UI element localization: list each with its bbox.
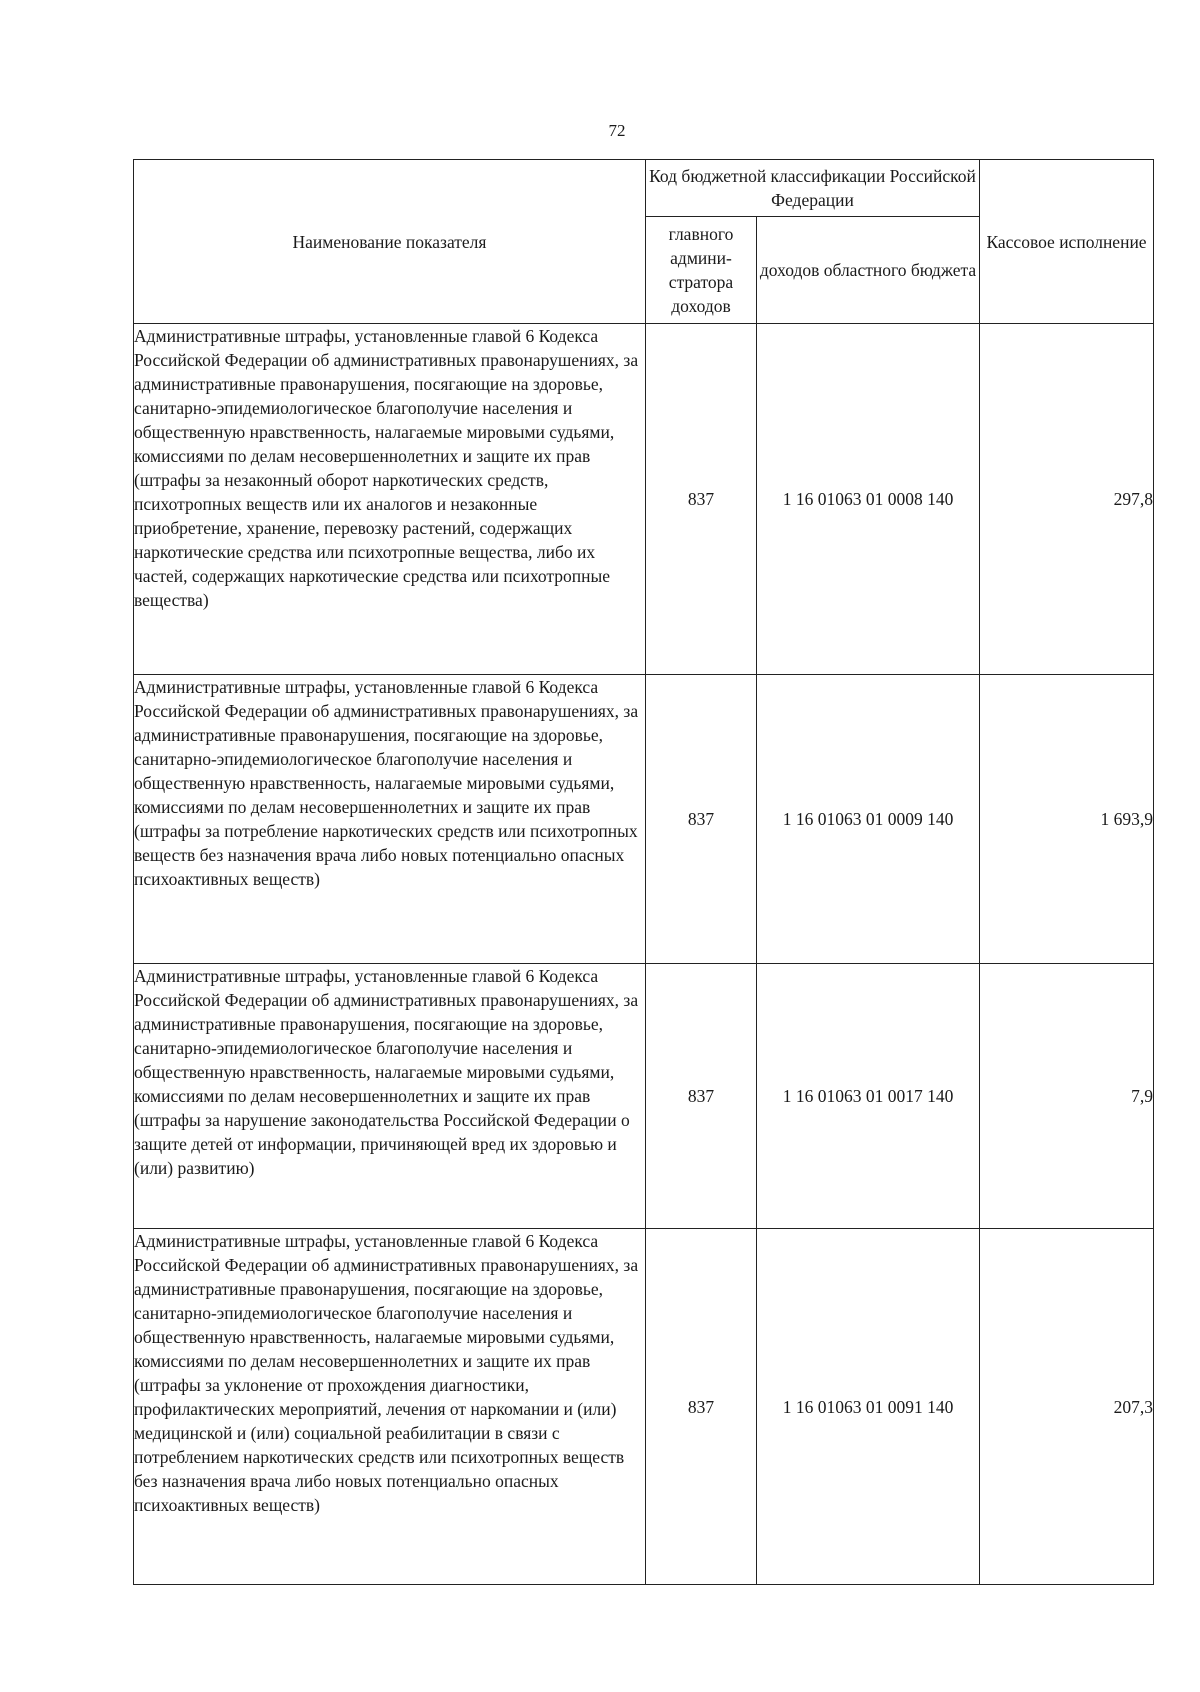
cash-execution-cell: 7,9 — [980, 964, 1154, 1229]
header-indicator-name: Наименование показателя — [134, 160, 646, 324]
administrator-code-cell: 837 — [646, 964, 757, 1229]
header-regional-budget-income: доходов областного бюджета — [757, 217, 980, 324]
table-row — [134, 1229, 1154, 1585]
administrator-code-cell: 837 — [646, 675, 757, 964]
table-body — [134, 324, 1154, 1585]
indicator-name-cell: Административные штрафы, установленные главой 6 Кодекса Российской Федерации об административных правонарушениях, за административные правонарушения, посягающие на здоровье, санитарно-эпидемиологическое благополучие населения и общественную нравственность, налагаемые мировыми судьями, комиссиями по делам несовершеннолетних и защите их прав (штрафы за потребление наркотических средств или психотропных веществ без назначения врача либо новых потенциально опасных психоактивных веществ) — [134, 675, 646, 964]
budget-execution-table — [133, 159, 1154, 1585]
income-code-cell: 1 16 01063 01 0008 140 — [757, 324, 980, 675]
indicator-name-cell: Административные штрафы, установленные главой 6 Кодекса Российской Федерации об административных правонарушениях, за административные правонарушения, посягающие на здоровье, санитарно-эпидемиологическое благополучие населения и общественную нравственность, налагаемые мировыми судьями, комиссиями по делам несовершеннолетних и защите их прав (штрафы за уклонение от прохождения диагностики, профилактических мероприятий, лечения от наркомании и (или) медицинской и (или) социальной реабилитации в связи с потреблением наркотических средств или психотропных веществ без назначения врача либо новых потенциально опасных психоактивных веществ) — [134, 1229, 646, 1585]
administrator-code-cell: 837 — [646, 324, 757, 675]
header-budget-classification-code: Код бюджетной классификации Российской Федерации — [646, 160, 980, 217]
cash-execution-cell: 207,3 — [980, 1229, 1154, 1585]
income-code-cell: 1 16 01063 01 0091 140 — [757, 1229, 980, 1585]
header-chief-administrator: главного админи-стратора доходов — [646, 217, 757, 324]
cash-execution-cell: 297,8 — [980, 324, 1154, 675]
cash-execution-cell: 1 693,9 — [980, 675, 1154, 964]
header-cash-execution: Кассовое исполнение — [980, 160, 1154, 324]
page-number: 72 — [608, 121, 626, 140]
administrator-code-cell: 837 — [646, 1229, 757, 1585]
indicator-name-cell: Административные штрафы, установленные главой 6 Кодекса Российской Федерации об административных правонарушениях, за административные правонарушения, посягающие на здоровье, санитарно-эпидемиологическое благополучие населения и общественную нравственность, налагаемые мировыми судьями, комиссиями по делам несовершеннолетних и защите их прав (штрафы за нарушение законодательства Российской Федерации о защите детей от информации, причиняющей вред их здоровью и (или) развитию) — [134, 964, 646, 1229]
table-row — [134, 675, 1154, 964]
indicator-name-cell: Административные штрафы, установленные главой 6 Кодекса Российской Федерации об административных правонарушениях, за административные правонарушения, посягающие на здоровье, санитарно-эпидемиологическое благополучие населения и общественную нравственность, налагаемые мировыми судьями, комиссиями по делам несовершеннолетних и защите их прав (штрафы за незаконный оборот наркотических средств, психотропных веществ или их аналогов и незаконные приобретение, хранение, перевозку растений, содержащих наркотические средства или психотропные вещества, либо их частей, содержащих наркотические средства или психотропные вещества) — [134, 324, 646, 675]
income-code-cell: 1 16 01063 01 0009 140 — [757, 675, 980, 964]
table-row — [134, 964, 1154, 1229]
income-code-cell: 1 16 01063 01 0017 140 — [757, 964, 980, 1229]
table-row — [134, 324, 1154, 675]
table-header — [134, 160, 1154, 324]
